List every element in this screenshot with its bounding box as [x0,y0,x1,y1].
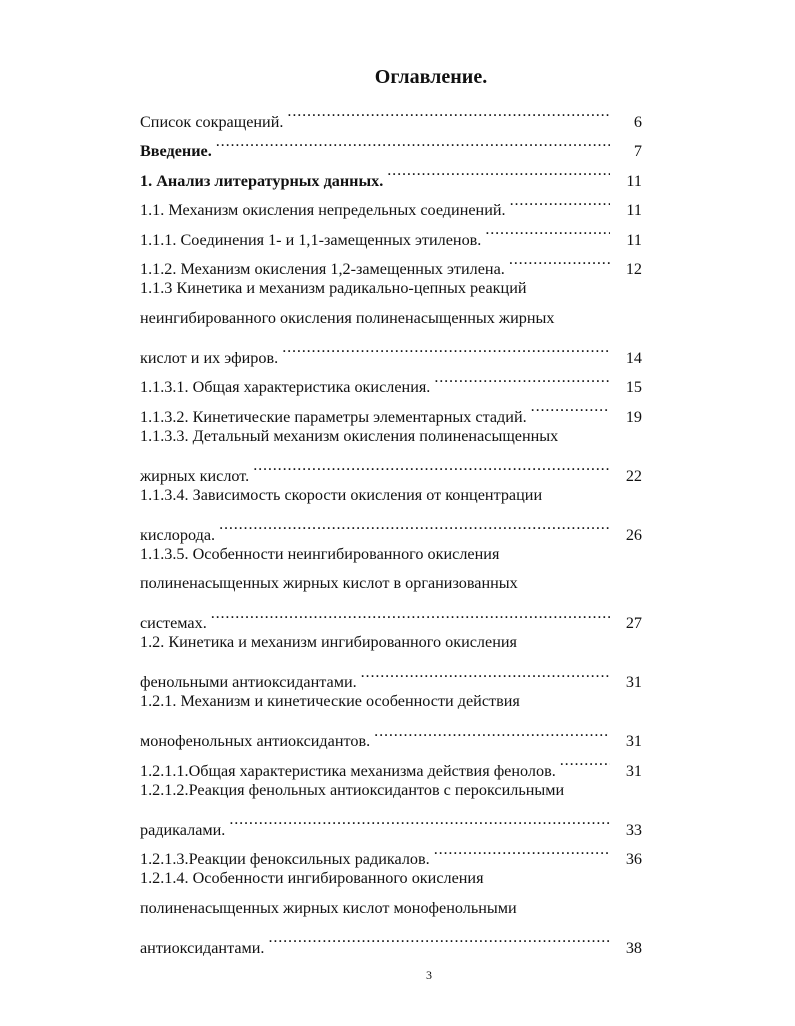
toc-entry-text: 1.2.1. Механизм и кинетические особенности действия [140,692,520,710]
toc-entry-text: 1.2.1.3.Реакции феноксильных радикалов. [140,850,430,868]
toc-entry-line [140,156,642,190]
toc-page-number: 15 [625,378,642,396]
toc-entry-line [140,864,642,894]
toc-entry-text: 1.1.1. Соединения 1- и 1,1-замещенных этиленов. [140,230,482,249]
dot-leader [434,835,610,865]
toc-page-number: 11 [626,230,642,249]
toc-entry-line [140,894,642,924]
dot-leader [510,186,610,216]
toc-page-number: 12 [625,260,642,278]
toc-page-number: 19 [625,407,642,426]
toc-page-number: 31 [625,673,642,691]
toc-entry-text: системах. [140,614,207,632]
dot-leader [216,127,610,157]
toc-entry-text: 1. Анализ литературных данных. [140,171,384,190]
toc-entry-line [140,127,642,160]
toc-entry-text: Список сокращений. [140,112,284,131]
toc-page-number: 11 [626,171,642,190]
dot-leader [509,245,610,275]
toc-entry-line [140,540,642,570]
toc-entry-text: 1.1.2. Механизм окисления 1,2-замещенных этилена. [140,260,505,278]
toc-entry-text: кислот и их эфиров. [140,348,279,367]
table-of-contents [140,97,642,957]
toc-entry-line [140,97,642,131]
toc-entry-text: 1.1.3.3. Детальный механизм окисления полиненасыщенных [140,426,559,445]
toc-entry-text: 1.1.3.1. Общая характеристика окисления. [140,378,431,396]
toc-entry-line [140,658,642,691]
dot-leader [485,215,610,245]
page-number: 3 [426,968,432,982]
toc-entry-text: 1.1.3.4. Зависимость скорости окисления от концентрации [140,485,543,504]
toc-entry-text: 1.2.1.2.Реакция фенольных антиоксидантов с пероксильными [140,780,565,799]
toc-page-number: 14 [625,348,642,367]
dot-leader [387,156,610,186]
dot-leader [374,717,610,747]
toc-entry-line [140,628,642,658]
toc-entry-line [140,451,642,485]
toc-entry-text: 1.2.1.4. Особенности ингибированного окисления [140,869,484,887]
toc-entry-text: жирных кислот. [140,466,250,485]
toc-entry-line [140,304,642,334]
toc-entry-text: 1.2. Кинетика и механизм ингибированного окисления [140,633,517,651]
toc-page-number: 36 [625,850,642,868]
toc-entry-line [140,274,642,304]
toc-entry-text: радикалами. [140,820,226,839]
toc-entry-line [140,599,642,632]
toc-entry-line [140,687,642,717]
toc-entry-text: 1.1.3 Кинетика и механизм радикально-цепных реакций [140,279,527,297]
toc-page-number: 26 [625,525,642,544]
toc-page-number: 22 [625,466,642,485]
toc-page-number: 7 [633,142,642,160]
dot-leader [434,363,610,393]
dot-leader [219,510,610,540]
toc-page-number: 11 [626,201,642,219]
toc-page-number: 27 [625,614,642,632]
toc-entry-line [140,805,642,839]
toc-page-number: 31 [625,761,642,780]
dot-leader [361,658,610,688]
toc-page-number: 33 [625,820,642,839]
toc-entry-text: монофенольных антиоксидантов. [140,732,371,750]
toc-entry-text: 1.1.3.2. Кинетические параметры элементарных стадий. [140,407,527,426]
toc-entry-text: Введение. [140,142,212,160]
dot-leader [531,392,610,422]
dot-leader [282,333,610,363]
toc-entry-text: 1.1. Механизм окисления непредельных соединений. [140,201,506,219]
toc-entry-text: полиненасыщенных жирных кислот в организованных [140,574,518,592]
toc-entry-line [140,717,642,750]
toc-entry-text: 1.2.1.1.Общая характеристика механизма действия фенолов. [140,761,556,780]
toc-entry-text: кислорода. [140,525,216,544]
toc-entry-line [140,481,642,511]
toc-entry-line [140,422,642,452]
toc-entry-text: антиоксидантами. [140,938,265,957]
toc-entry-line [140,510,642,544]
toc-entry-text: полиненасыщенных жирных кислот монофенольными [140,898,517,917]
dot-leader [268,923,610,953]
dot-leader [229,805,610,835]
toc-entry-line [140,569,642,599]
toc-entry-text: 1.1.3.5. Особенности неингибированного окисления [140,544,500,563]
dot-leader [560,746,610,776]
toc-page-number: 31 [625,732,642,750]
toc-page-number: 6 [633,112,642,131]
toc-entry-text: фенольными антиоксидантами. [140,673,357,691]
dot-leader [287,97,610,127]
toc-entry-line [140,776,642,806]
toc-entry-text: неингибированного окисления полиненасыщенных жирных [140,308,555,327]
page-title: Оглавление. [374,66,488,88]
toc-entry-line [140,333,642,367]
dot-leader [253,451,610,481]
toc-entry-line [140,923,642,957]
dot-leader [211,599,610,629]
toc-page-number: 38 [625,938,642,957]
